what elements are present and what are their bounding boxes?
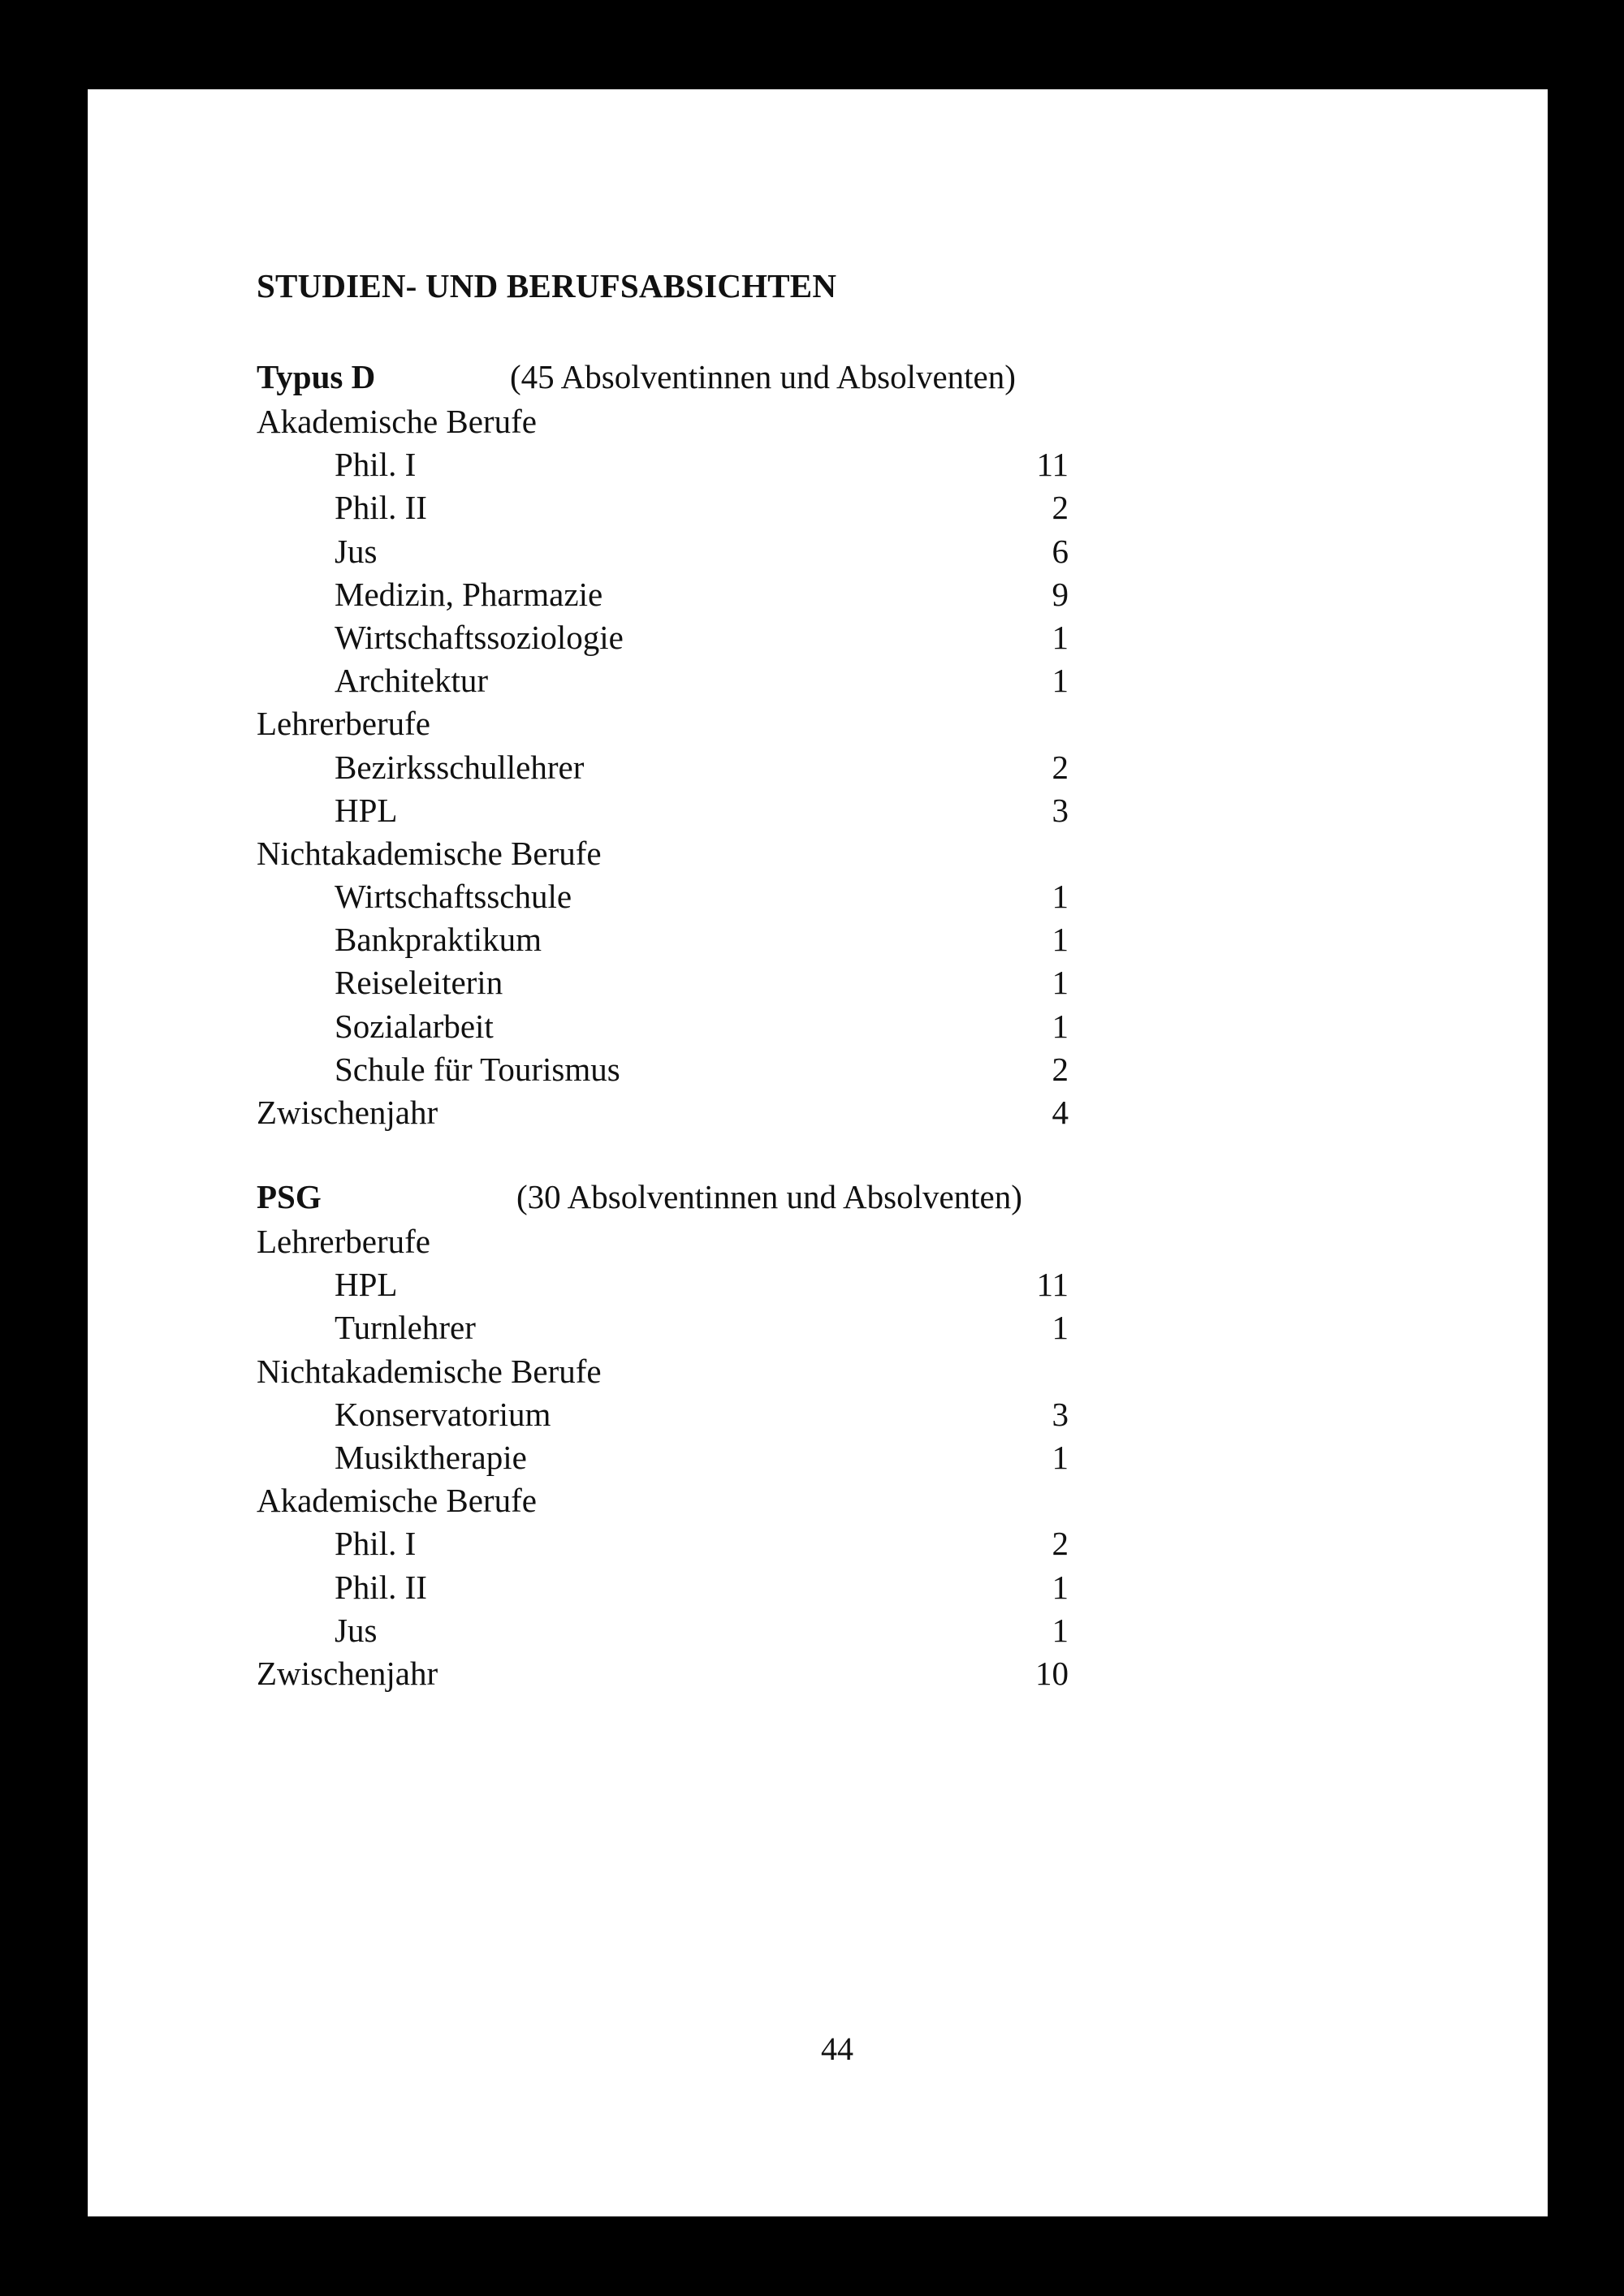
section-name: PSG [257,1178,322,1215]
page-number: 44 [821,2031,853,2067]
item-row [257,443,1069,486]
row-label: Nichtakademische Berufe [257,834,602,872]
item-row [257,918,1069,961]
row-label: HPL [335,1266,398,1304]
item-row [257,1566,1069,1609]
row-label: Schule für Tourismus [335,1050,620,1088]
row-value: 1 [1052,1568,1069,1606]
row-label: Zwischenjahr [257,1094,438,1131]
section-header [257,357,1069,400]
document-page [88,89,1548,2216]
row-value: 2 [1052,489,1069,527]
row-value: 1 [1052,878,1069,916]
row-value: 6 [1052,532,1069,570]
item-row [257,1522,1069,1565]
row-value: 1 [1052,662,1069,700]
row-value: 1 [1052,1309,1069,1347]
category-row [257,1220,1069,1263]
section-header [257,1177,1069,1220]
row-value: 2 [1052,1525,1069,1563]
item-row [257,530,1069,573]
row-label: Jus [335,1611,378,1649]
row-value: 2 [1052,748,1069,786]
section-psg [257,1177,1069,1695]
row-value: 1 [1052,964,1069,1002]
page-title: STUDIEN- UND BERUFSABSICHTEN [257,267,837,304]
row-value: 3 [1052,1395,1069,1433]
row-label: Bezirksschullehrer [335,748,585,786]
item-row [257,486,1069,529]
row-label: Phil. I [335,446,417,484]
row-value: 2 [1052,1050,1069,1088]
row-label: Bankpraktikum [335,921,542,959]
item-row [257,1005,1069,1048]
category-row [257,832,1069,875]
row-value: 1 [1052,618,1069,656]
item-row [257,1393,1069,1436]
section-name: Typus D [257,358,376,395]
row-value: 11 [1036,1266,1069,1304]
section-note: (30 Absolventinnen und Absolventen) [516,1178,1022,1215]
row-label: Akademische Berufe [257,1482,537,1520]
row-label: Turnlehrer [335,1309,476,1347]
row-value: 4 [1052,1094,1069,1131]
item-row [257,573,1069,616]
row-label: Konservatorium [335,1395,551,1433]
row-label: Lehrerberufe [257,705,430,743]
row-label: Lehrerberufe [257,1223,430,1260]
item-row [257,616,1069,659]
row-label: Architektur [335,662,488,700]
row-value: 1 [1052,1611,1069,1649]
row-label: Phil. II [335,1568,427,1606]
row-label: Wirtschaftssoziologie [335,618,624,656]
row-label: Jus [335,532,378,570]
row-value: 1 [1052,921,1069,959]
category-row [257,702,1069,745]
row-value: 3 [1052,791,1069,829]
row-value: 10 [1035,1654,1069,1692]
item-row [257,1048,1069,1091]
item-row [257,875,1069,918]
row-value: 9 [1052,575,1069,613]
row-label: Akademische Berufe [257,403,537,440]
item-row [257,1609,1069,1652]
row-label: Reiseleiterin [335,964,503,1002]
item-row [257,789,1069,832]
category-row [257,1091,1069,1134]
row-label: Zwischenjahr [257,1654,438,1692]
row-value: 1 [1052,1438,1069,1476]
row-label: Musiktherapie [335,1438,527,1476]
item-row [257,1436,1069,1479]
section-typus-d [257,357,1069,1134]
row-value: 11 [1036,446,1069,484]
section-note: (45 Absolventinnen und Absolventen) [510,358,1016,395]
item-row [257,746,1069,789]
category-row [257,1652,1069,1695]
item-row [257,659,1069,702]
row-label: Wirtschaftsschule [335,878,572,916]
row-label: Medizin, Pharmazie [335,575,603,613]
item-row [257,1263,1069,1306]
category-row [257,400,1069,443]
category-row [257,1479,1069,1522]
row-value: 1 [1052,1007,1069,1045]
category-row [257,1350,1069,1393]
row-label: Phil. II [335,489,427,527]
item-row [257,1306,1069,1349]
row-label: Phil. I [335,1525,417,1563]
item-row [257,961,1069,1004]
row-label: HPL [335,791,398,829]
row-label: Sozialarbeit [335,1007,494,1045]
row-label: Nichtakademische Berufe [257,1352,602,1390]
